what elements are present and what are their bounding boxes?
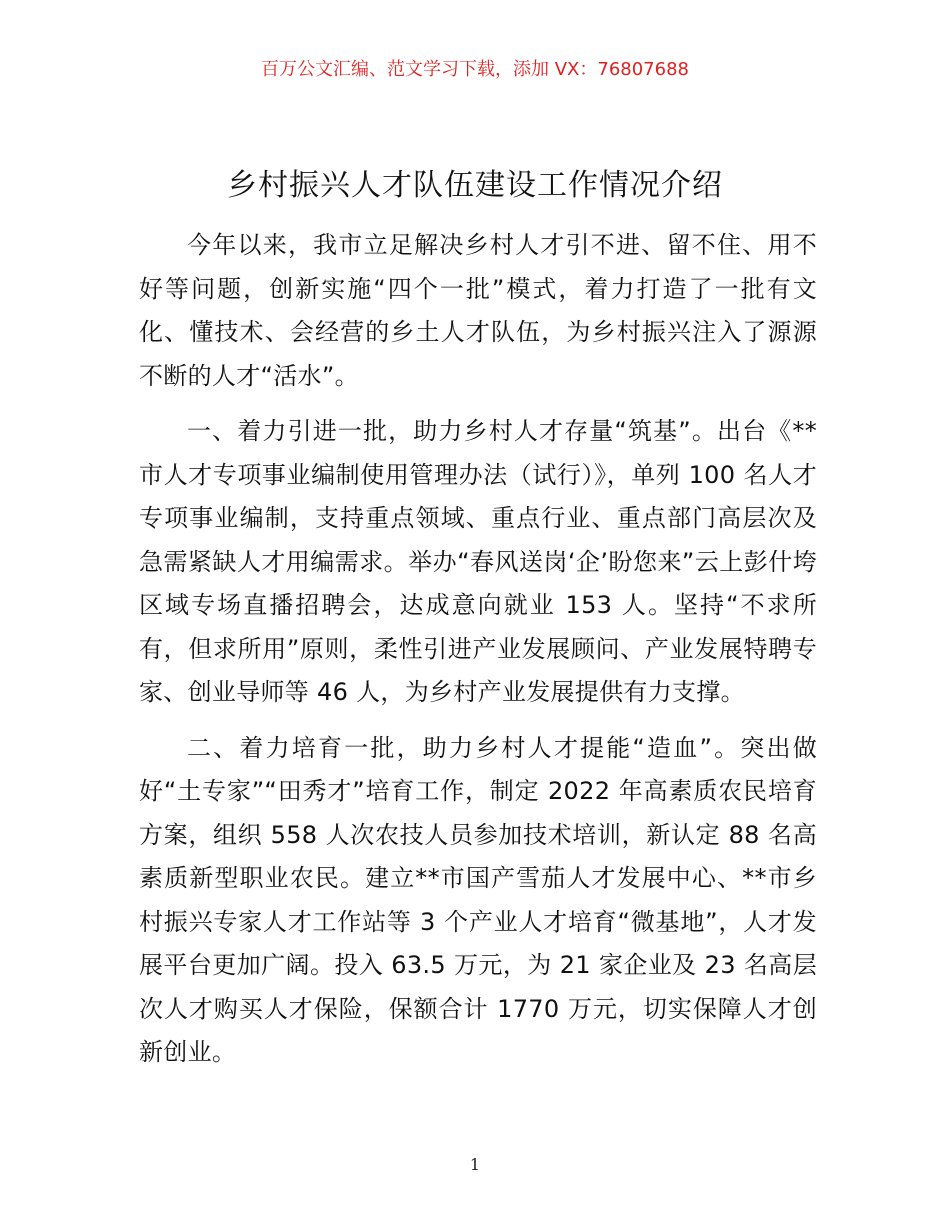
header-banner: 百万公文汇编、范文学习下载，添加 VX：76807688: [261, 59, 689, 80]
paragraph-intro: 今年以来，我市立足解决乡村人才引不进、留不住、用不好等问题，创新实施“四个一批”模式，着力打造了一批有文化、懂技术、会经营的乡土人才队伍，为乡村振兴注入了源源不断的人才“活水”。: [139, 231, 817, 390]
document-title: 乡村振兴人才队伍建设工作情况介绍: [227, 168, 723, 203]
paragraph-section-1: 一、着力引进一批，助力乡村人才存量“筑基”。出台《**市人才专项事业编制使用管理办法（试行）》，单列 100 名人才专项事业编制，支持重点领域、重点行业、重点部门高层次及急需紧缺人才用编需求。举办“春风送岗‘企’盼您来”云上彭什垮区域专场直播招聘会，达成意向就业 153 人。坚持“不求所有，但求所用”原则，柔性引进产业发展顾问、产业发展特聘专家、创业导师等 46 人，为乡村产业发展提供有力支撑。: [139, 417, 817, 706]
paragraph-section-2: 二、着力培育一批，助力乡村人才提能“造血”。突出做好“土专家”“田秀才”培育工作，制定 2022 年高素质农民培育方案，组织 558 人次农技人员参加技术培训，新认定 88 名高素质新型职业农民。建立**市国产雪茄人才发展中心、**市乡村振兴专家人才工作站等 3 个产业人才培育“微基地”，人才发展平台更加广阔。投入 63.5 万元，为 21 家企业及 23 名高层次人才购买人才保险，保额合计 1770 万元，切实保障人才创新创业。: [139, 733, 817, 1066]
document-body: [139, 224, 817, 1087]
page-number: 1: [469, 1155, 481, 1174]
